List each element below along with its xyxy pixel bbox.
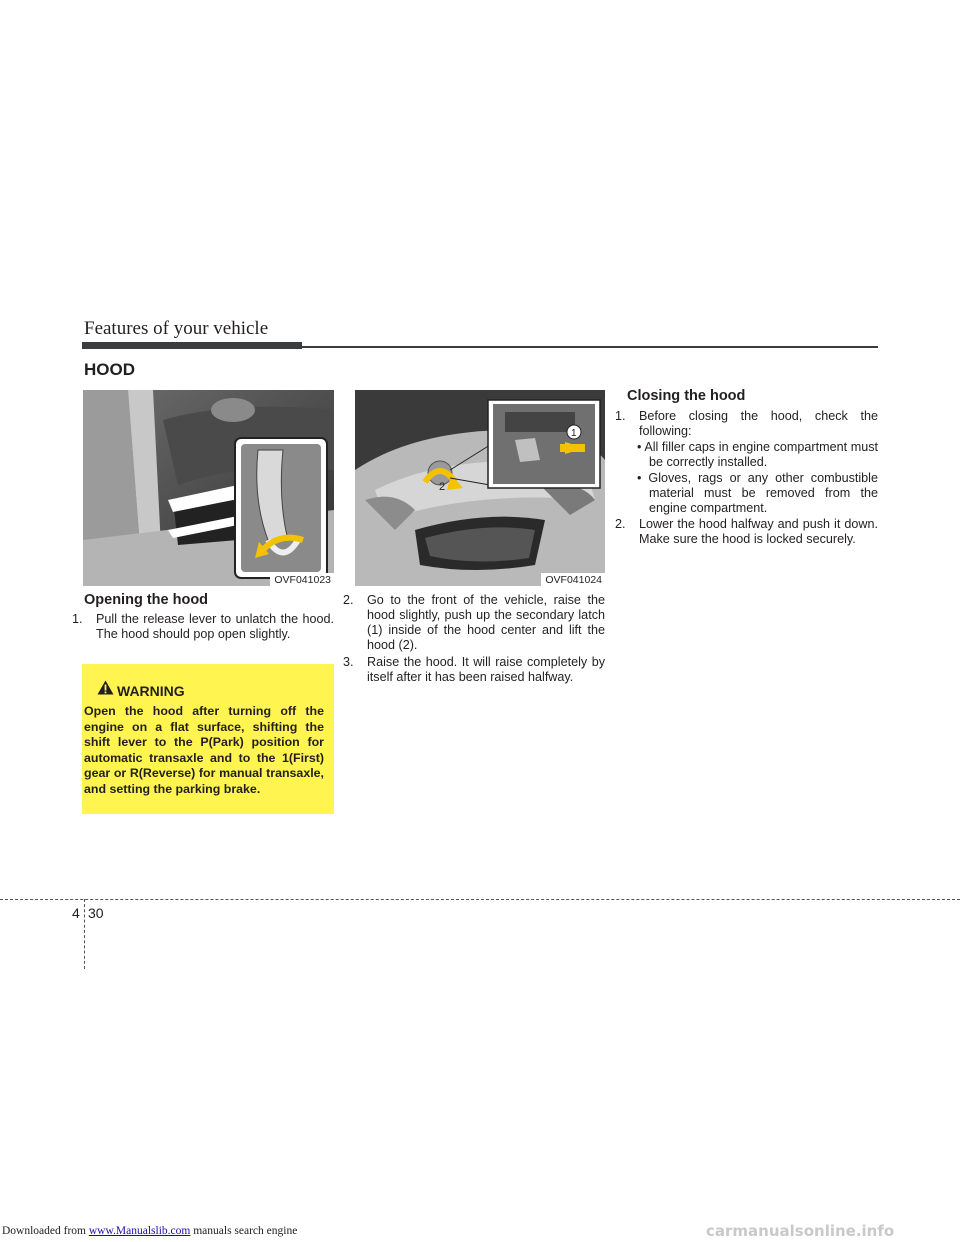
manualslib-link[interactable]: www.Manualslib.com [88, 1225, 191, 1237]
page-divider-vertical [84, 899, 85, 969]
step-number: 2. [615, 517, 626, 531]
warning-title: WARNING [117, 683, 185, 699]
step-text: Lower the hood halfway and push it down. Make sure the hood is locked securely. [639, 517, 878, 546]
page-title: HOOD [84, 360, 135, 379]
warning-triangle-icon [97, 680, 114, 695]
list-item: • All filler caps in engine compartment must be correctly installed. [637, 440, 878, 469]
step-number: 1. [72, 612, 83, 626]
watermark: carmanualsonline.info [706, 1222, 895, 1240]
figure-code: OVF041024 [541, 573, 605, 586]
figure-hood-latch [355, 390, 605, 586]
footer-prefix: Downloaded from [2, 1225, 89, 1237]
callout-2: 2 [439, 481, 446, 493]
closing-steps [615, 409, 878, 547]
footer-suffix: manuals search engine [190, 1225, 298, 1237]
section-header: Features of your vehicle [84, 318, 269, 339]
release-lever-illustration [83, 390, 334, 586]
header-rule [302, 346, 878, 348]
header-bar [82, 342, 302, 349]
figure-code: OVF041023 [270, 573, 334, 586]
page-number: 30 [88, 905, 104, 921]
step-text: Pull the release lever to unlatch the hood. The hood should pop open slightly. [96, 612, 334, 641]
step-number: 1. [615, 409, 626, 423]
figure-release-lever [83, 390, 334, 586]
closing-heading: Closing the hood [627, 388, 746, 404]
opening-step-1 [72, 612, 334, 642]
warning-text: Open the hood after turning off the engine on a flat surface, shifting the shift lever to the P(Park) position for automatic transaxle and to the 1(First) gear or R(Reverse) for manual transaxle, and setting the parking brake. [84, 704, 324, 796]
step-number: 3. [343, 655, 354, 669]
step-text: Before closing the hood, check the following: [639, 409, 878, 438]
list-item: • Gloves, rags or any other combustible material must be removed from the engine compartment. [637, 471, 878, 515]
step-text: Raise the hood. It will raise completely by itself after it has been raised halfway. [367, 655, 605, 684]
callout-1: 1 [571, 428, 577, 439]
step-number: 2. [343, 593, 354, 607]
step-text: Go to the front of the vehicle, raise the hood slightly, push up the secondary latch (1) inside of the hood center and lift the hood (2). [367, 593, 605, 652]
opening-steps-continued [343, 593, 605, 685]
vehicle-front-illustration [355, 390, 605, 586]
download-footer [2, 1225, 297, 1237]
page-divider [0, 899, 960, 900]
chapter-number: 4 [72, 905, 80, 921]
opening-heading: Opening the hood [84, 592, 209, 608]
